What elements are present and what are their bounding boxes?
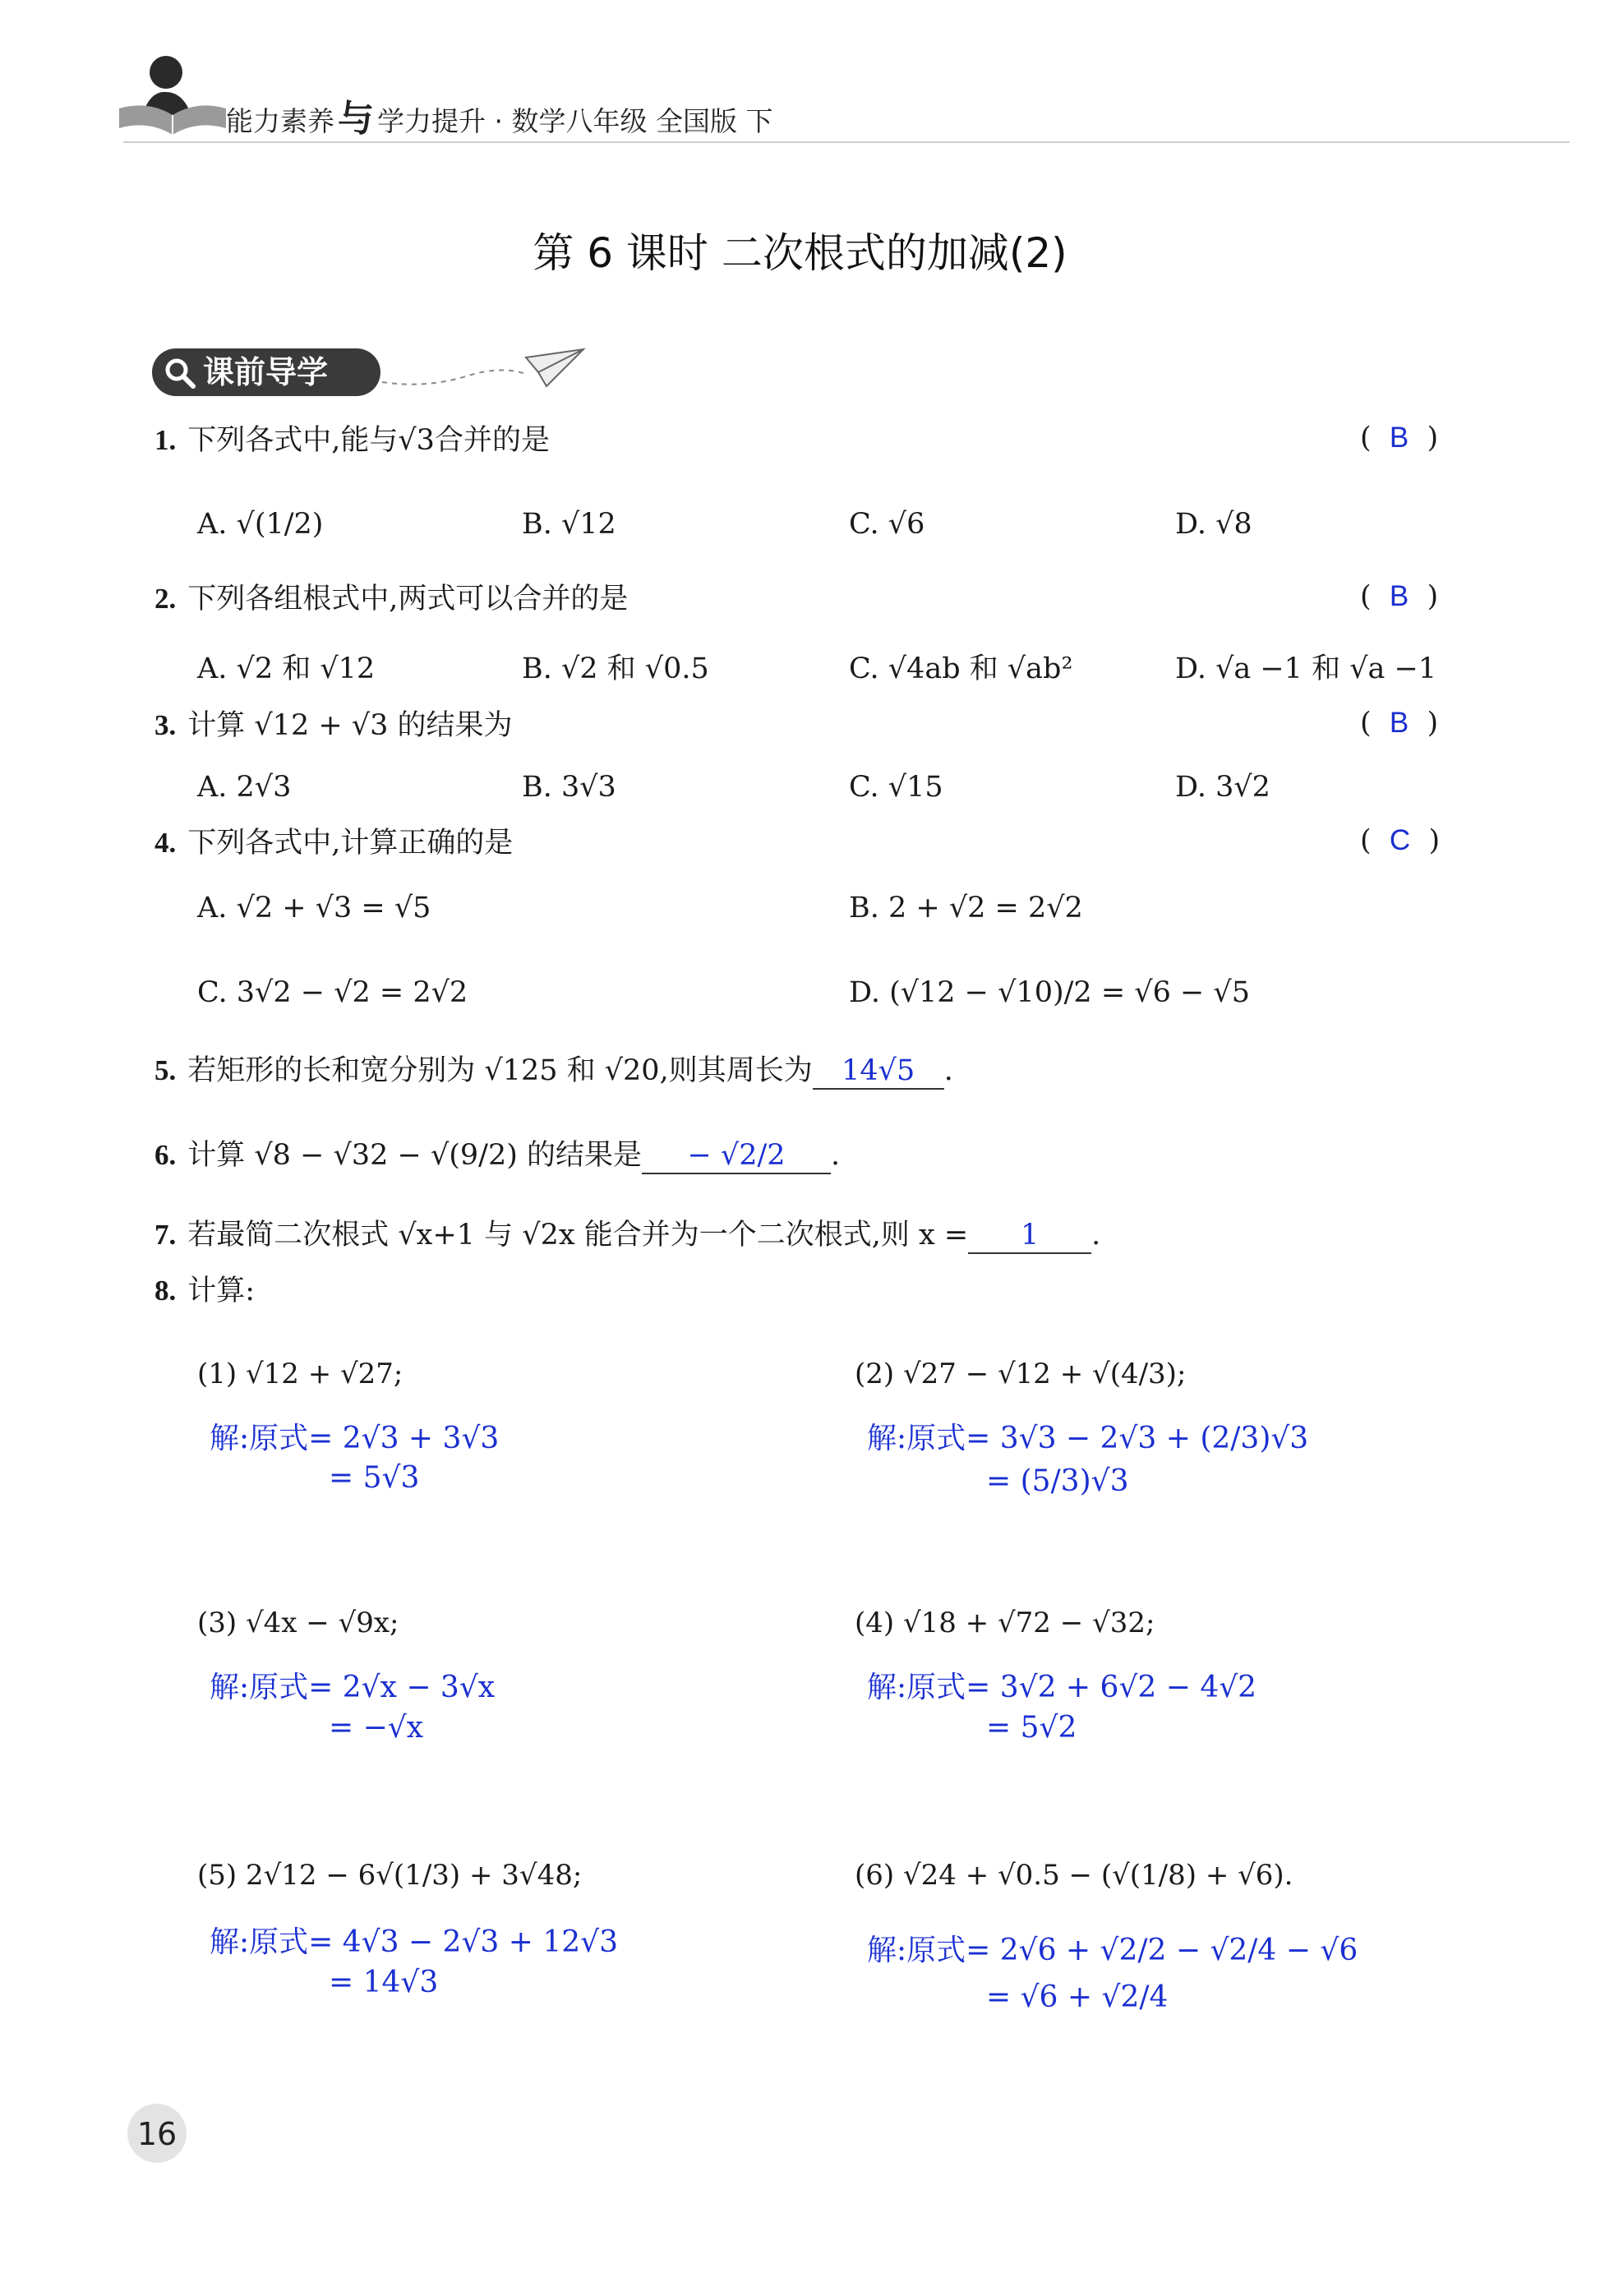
answer-5: 14√5 bbox=[813, 1053, 944, 1090]
answer-7: 1 bbox=[968, 1218, 1091, 1254]
q1-option-d: D. √8 bbox=[1175, 508, 1252, 541]
question-7: 7. 若最简二次根式 √x+1 与 √2x 能合并为一个二次根式,则 x = 1 . bbox=[154, 1218, 1100, 1254]
header-brand: 能力素养 bbox=[226, 105, 334, 137]
answer-1: B bbox=[1389, 422, 1409, 454]
question-4: 4. 下列各式中,计算正确的是 bbox=[154, 827, 514, 860]
q1-option-b: B. √12 bbox=[522, 508, 616, 541]
section-title: 课前导学 bbox=[203, 354, 329, 390]
q4-option-b: B. 2 + √2 = 2√2 bbox=[849, 892, 1083, 924]
q2-option-d: D. √a −1 和 √a −1 bbox=[1175, 652, 1437, 685]
answer-4: C bbox=[1389, 824, 1411, 856]
header-subtitle: 学力提升 · 数学八年级 全国版 下 bbox=[377, 105, 773, 137]
q4-option-d: D. (√12 − √10)/2 = √6 − √5 bbox=[849, 976, 1250, 1009]
q4-option-a: A. √2 + √3 = √5 bbox=[197, 892, 431, 924]
answer-paren-4: ( C ) bbox=[1360, 824, 1441, 857]
q2-option-a: A. √2 和 √12 bbox=[197, 652, 376, 685]
q1-option-c: C. √6 bbox=[849, 508, 925, 541]
question-8: 8. 计算: bbox=[154, 1275, 256, 1307]
header-divider bbox=[123, 141, 1570, 143]
question-1: 1. 下列各式中,能与√3合并的是 bbox=[154, 424, 550, 457]
q1-option-a: A. √(1/2) bbox=[197, 508, 324, 541]
problem-4-label: (4) √18 + √72 − √32; bbox=[855, 1607, 1155, 1639]
paper-plane-icon bbox=[378, 341, 592, 399]
running-header bbox=[226, 89, 772, 141]
problem-3-label: (3) √4x − √9x; bbox=[197, 1607, 399, 1639]
problem-1-label: (1) √12 + √27; bbox=[197, 1358, 403, 1390]
answer-2: B bbox=[1389, 580, 1409, 612]
problem-5-solution-line1: 解:原式= 4√3 − 2√3 + 12√3 bbox=[210, 1925, 618, 1959]
problem-6-solution-line1: 解:原式= 2√6 + √2/2 − √2/4 − √6 bbox=[867, 1934, 1358, 1967]
mascot-logo-icon bbox=[115, 49, 230, 140]
q3-option-c: C. √15 bbox=[849, 771, 943, 804]
problem-3-solution-line1: 解:原式= 2√x − 3√x bbox=[210, 1671, 496, 1704]
magnifier-icon bbox=[164, 357, 196, 390]
q3-option-d: D. 3√2 bbox=[1175, 771, 1270, 804]
answer-6: − √2/2 bbox=[642, 1138, 831, 1174]
problem-2-label: (2) √27 − √12 + √(4/3); bbox=[855, 1358, 1187, 1390]
question-2: 2. 下列各组根式中,两式可以合并的是 bbox=[154, 583, 629, 615]
problem-6-solution-line2: = √6 + √2/4 bbox=[986, 1980, 1169, 2014]
section-badge bbox=[152, 348, 380, 396]
answer-paren-1: ( B ) bbox=[1360, 422, 1439, 454]
q3-option-b: B. 3√3 bbox=[522, 771, 616, 804]
q2-option-c: C. √4ab 和 √ab² bbox=[849, 652, 1073, 685]
question-3: 3. 计算 √12 + √3 的结果为 bbox=[154, 709, 513, 742]
header-yu: 与 bbox=[338, 98, 374, 140]
problem-1-solution-line1: 解:原式= 2√3 + 3√3 bbox=[210, 1422, 500, 1455]
answer-paren-3: ( B ) bbox=[1360, 707, 1439, 740]
q3-option-a: A. 2√3 bbox=[197, 771, 292, 804]
problem-1-solution-line2: = 5√3 bbox=[329, 1461, 420, 1495]
problem-2-solution-line1: 解:原式= 3√3 − 2√3 + (2/3)√3 bbox=[867, 1422, 1309, 1455]
problem-5-label: (5) 2√12 − 6√(1/3) + 3√48; bbox=[197, 1859, 583, 1892]
problem-4-solution-line1: 解:原式= 3√2 + 6√2 − 4√2 bbox=[867, 1671, 1257, 1704]
problem-5-solution-line2: = 14√3 bbox=[329, 1966, 439, 1999]
question-5: 5. 若矩形的长和宽分别为 √125 和 √20,则其周长为 14√5 . bbox=[154, 1053, 953, 1090]
page-title: 第 6 课时 二次根式的加减(2) bbox=[533, 229, 1067, 277]
q2-option-b: B. √2 和 √0.5 bbox=[522, 652, 709, 685]
problem-4-solution-line2: = 5√2 bbox=[986, 1711, 1077, 1745]
problem-6-label: (6) √24 + √0.5 − (√(1/8) + √6). bbox=[855, 1859, 1293, 1892]
answer-3: B bbox=[1389, 707, 1409, 739]
question-6: 6. 计算 √8 − √32 − √(9/2) 的结果是 − √2/2 . bbox=[154, 1138, 840, 1174]
page-number: 16 bbox=[136, 2116, 178, 2152]
problem-3-solution-line2: = −√x bbox=[329, 1711, 424, 1745]
q4-option-c: C. 3√2 − √2 = 2√2 bbox=[197, 976, 468, 1009]
problem-2-solution-line2: = (5/3)√3 bbox=[986, 1464, 1129, 1498]
answer-paren-2: ( B ) bbox=[1360, 580, 1439, 613]
